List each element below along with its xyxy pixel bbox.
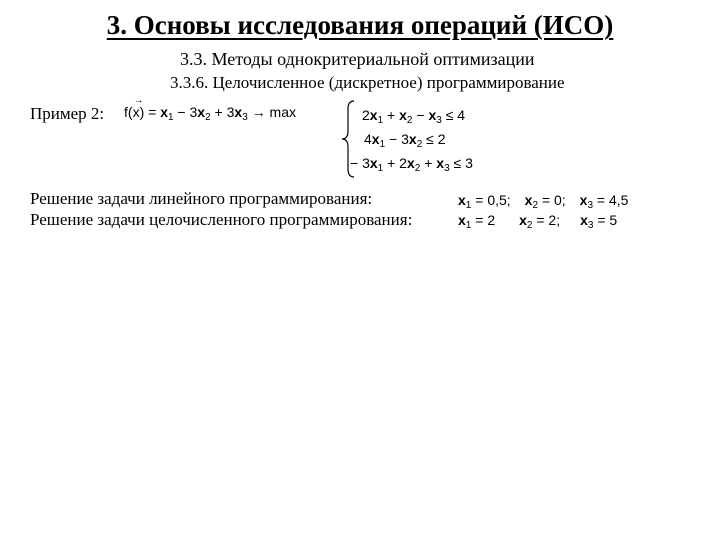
constraint-2: $4x_1 - 3x_2 \le 2$ — [364, 131, 446, 150]
ip-solution-values: $x_1 = 2$ $x_2 = 2$; $x_3 = 5$ — [458, 212, 618, 231]
constraint-1: $2x_1 + x_2 - x_3 \le 4$ — [362, 107, 466, 126]
example-label: Пример 2: — [30, 104, 105, 123]
lp-solution-label: Решение задачи линейного программирования: — [30, 189, 373, 208]
slide-title: 3. Основы исследования операций (ИСО) — [106, 10, 614, 40]
objective-function: f(x → ) = $x_1 - 3x_2 + 3x_3 \to \max$ — [124, 95, 296, 123]
constraint-3: − $3x_1 + 2x_2 + x_3 \le 3$ — [350, 155, 473, 174]
ip-solution-label: Решение задачи целочисленного программирования: — [30, 210, 413, 229]
lp-solution-values: $x_1 = 0,5$; $x_2 = 0$; $x_3 = 4,5$ — [458, 192, 629, 211]
subsection-subtitle: 3.3.6. Целочисленное (дискретное) программирование — [170, 73, 565, 92]
section-subtitle: 3.3. Методы однокритериальной оптимизации — [180, 49, 535, 69]
